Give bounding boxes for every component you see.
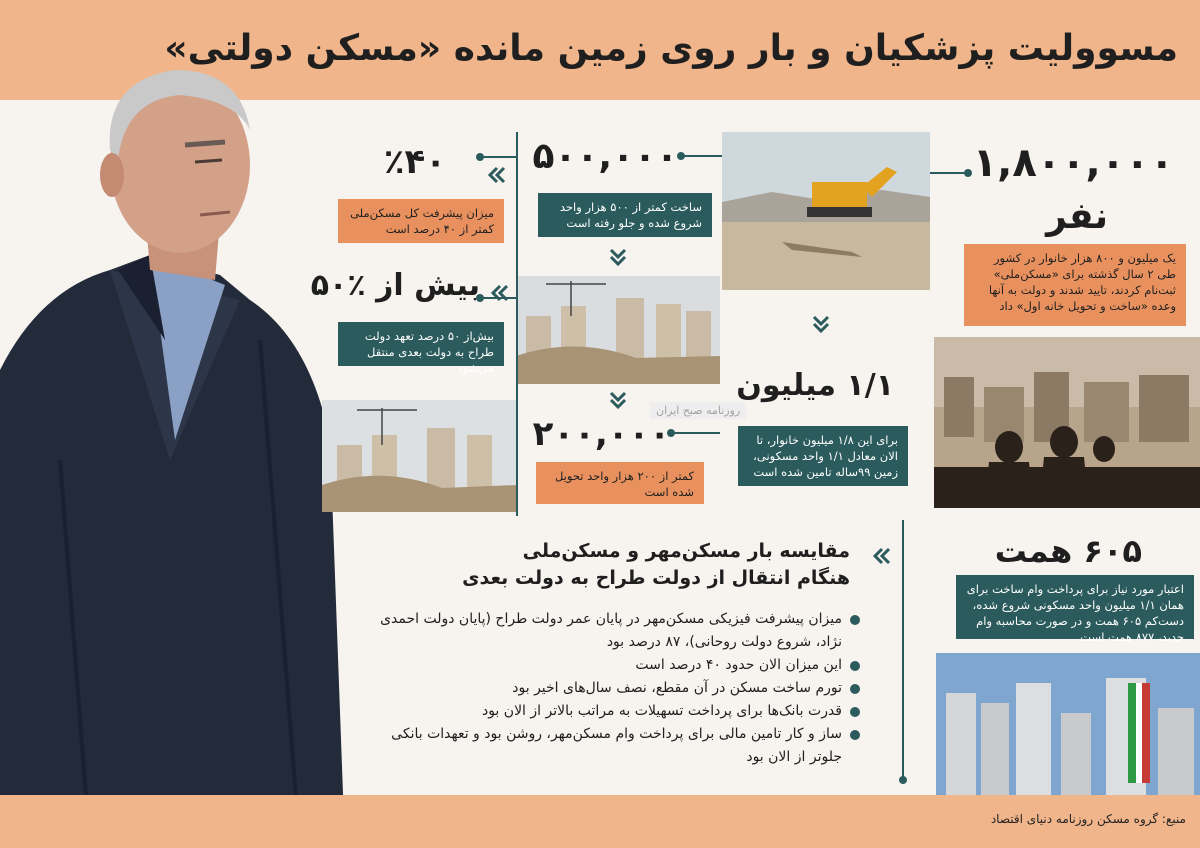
towers-photo — [936, 653, 1200, 795]
funding-note: اعتبار مورد نیاز برای پرداخت وام ساخت برای همان ۱/۱ میلیون واحد مسکونی شروع شده، دست‌کم ۶۰۵ همت و در صورت محاسبه وام جدید، ۸۷۷ همت است — [956, 575, 1194, 639]
land-note: برای این ۱/۸ میلیون خانوار، تا الان معادل ۱/۱ واحد مسکونی، زمین ۹۹ساله تامین شده است — [738, 426, 908, 486]
portrait-image — [0, 40, 360, 848]
progress-value: ٪۴۰ — [383, 142, 446, 182]
registered-note: یک میلیون و ۸۰۰ هزار خانوار در کشور طی ۲ سال گذشته برای «مسکن‌ملی» ثبت‌نام کردند، تایید شدند و دولت به آنها وعده «ساخت و تحویل خانه اول» داد — [964, 244, 1186, 326]
progress-note: میزان پیشرفت کل مسکن‌ملی کمتر از ۴۰ درصد است — [338, 199, 504, 243]
page-title: مسوولیت پزشکیان و بار روی زمین مانده «مسکن دولتی» — [164, 28, 1178, 69]
comparison-title-line2: هنگام انتقال از دولت طراح به دولت بعدی — [462, 567, 850, 589]
connector-dot — [476, 153, 484, 161]
city-family-photo — [934, 337, 1200, 508]
excavator-photo — [722, 132, 930, 290]
source-credit: منبع: گروه مسکن روزنامه دنیای اقتصاد — [990, 812, 1186, 826]
land-value: ۱/۱ میلیون — [736, 368, 894, 403]
registered-value: ۱,۸۰۰,۰۰۰ — [972, 140, 1174, 186]
construction-photo-2 — [322, 400, 516, 512]
list-item: تورم ساخت مسکن در آن مقطع، نصف سال‌های اخیر بود — [360, 677, 860, 700]
transfer-value: بیش از ٪۵۰ — [310, 268, 480, 303]
delivered-value: ۲۰۰,۰۰۰ — [532, 414, 670, 454]
list-item: قدرت بانک‌ها برای پرداخت تسهیلات به مراتب بالاتر از الان بود — [360, 700, 860, 723]
started-note: ساخت کمتر از ۵۰۰ هزار واحد شروع شده و جلو رفته است — [538, 193, 712, 237]
chevron-left-icon — [488, 282, 510, 304]
list-item: میزان پیشرفت فیزیکی مسکن‌مهر در پایان عمر دولت طراح (پایان دولت احمدی نژاد، شروع دولت روحانی)، ۸۷ درصد بود — [360, 608, 860, 654]
chevron-down-icon — [607, 246, 629, 268]
connector-line — [668, 432, 720, 434]
connector-dot — [964, 169, 972, 177]
watermark: روزنامه صبح ایران — [650, 402, 746, 419]
chevron-down-icon — [607, 389, 629, 411]
connector-line — [902, 520, 904, 780]
funding-value: ۶۰۵ همت — [994, 532, 1142, 570]
connector-dot — [677, 152, 685, 160]
construction-photo-1 — [516, 276, 720, 384]
transfer-note: بیش‌از ۵۰ درصد تعهد دولت طراح به دولت بعدی منتقل می‌شود — [338, 322, 504, 366]
list-item: ساز و کار تامین مالی برای پرداخت وام مسکن‌مهر، روشن بود و تعهدات بانکی جلوتر از الان بود — [360, 723, 860, 769]
delivered-note: کمتر از ۲۰۰ هزار واحد تحویل شده است — [536, 462, 704, 504]
connector-line — [516, 132, 518, 516]
comparison-title-line1: مقایسه بار مسکن‌مهر و مسکن‌ملی — [522, 540, 850, 562]
started-value: ۵۰۰,۰۰۰ — [532, 136, 678, 177]
chevron-down-icon — [810, 313, 832, 335]
comparison-list — [360, 608, 860, 769]
connector-line — [478, 156, 518, 158]
connector-line — [680, 155, 722, 157]
chevron-left-icon — [870, 545, 892, 567]
registered-unit: نفر — [1046, 196, 1108, 237]
connector-dot — [899, 776, 907, 784]
list-item: این میزان الان حدود ۴۰ درصد است — [360, 654, 860, 677]
chevron-left-icon — [485, 164, 507, 186]
comparison-title — [410, 538, 850, 592]
connector-line — [930, 172, 966, 174]
